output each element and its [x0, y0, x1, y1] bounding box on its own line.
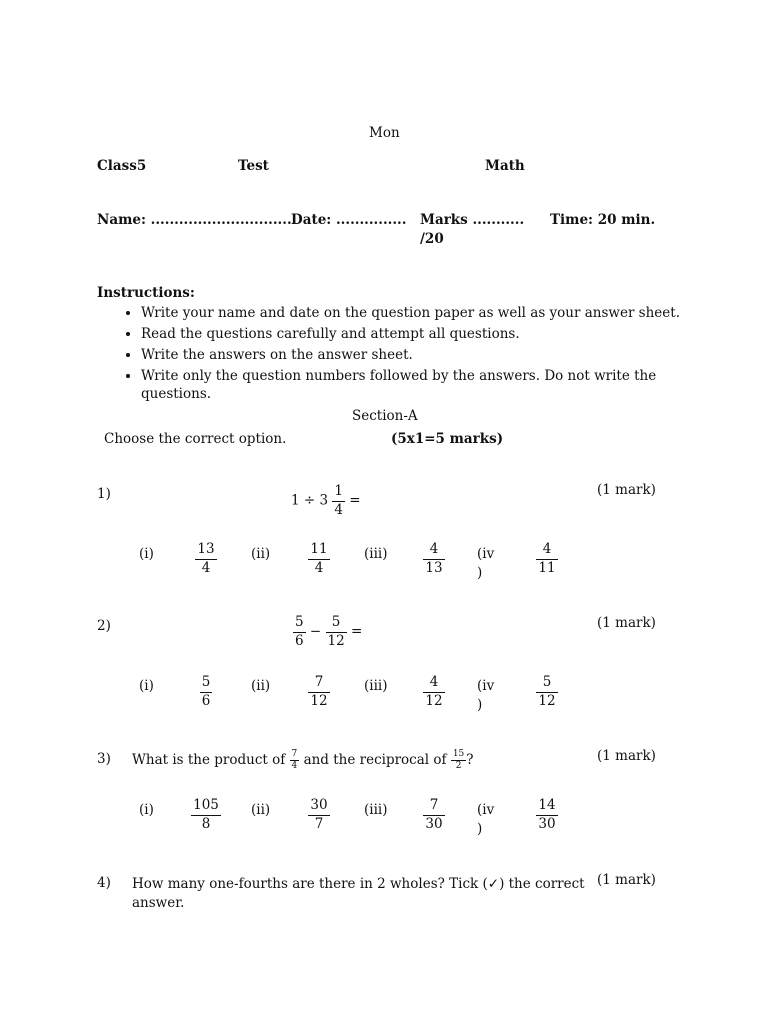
option-label: (ii) [251, 546, 271, 562]
option-fraction[interactable]: $\frac{4}{13}$ [425, 541, 443, 576]
question-text: What is the product of $\frac{7}{4}$ and the reciprocal of $\frac{15}{2}$ ? [132, 749, 474, 771]
instruction-item: • Write your name and date on the question paper as well as your answer sheet. [141, 304, 701, 322]
marks-field-label: Marks ........... [420, 212, 525, 228]
option-label: (ii) [251, 678, 271, 694]
instructions-list [97, 304, 701, 406]
option-label: (iii) [364, 802, 388, 818]
option-label: (iv [477, 546, 495, 562]
question-number: 3) [97, 751, 111, 767]
option-label: (i) [139, 802, 154, 818]
option-fraction[interactable]: $\frac{7}{30}$ [425, 797, 443, 832]
option-label: (i) [139, 546, 154, 562]
section-title: Section-A [352, 408, 418, 424]
instructions-title: Instructions: [97, 285, 195, 301]
option-label: (iv [477, 678, 495, 694]
option-fraction[interactable]: $\frac{30}{7}$ [310, 797, 328, 832]
option-fraction[interactable]: $\frac{5}{6}$ [201, 674, 211, 709]
question-text: answer. [132, 895, 185, 911]
marks-total: /20 [420, 231, 444, 247]
test-label: Test [238, 158, 269, 174]
option-label: (i) [139, 678, 154, 694]
option-fraction[interactable]: $\frac{4}{11}$ [538, 541, 556, 576]
option-label: ) [477, 821, 483, 837]
question-number: 4) [97, 875, 111, 891]
instruction-item: • Write only the question numbers followed by the answers. Do not write the questions. [141, 367, 701, 403]
option-label: (ii) [251, 802, 271, 818]
fraction: $\frac{5}{12}$ [327, 614, 345, 649]
question-expression: 1 ÷ 3 $\frac{1}{4}$ = [291, 483, 361, 518]
day-label: Mon [369, 125, 400, 141]
section-marks-note: (5x1=5 marks) [391, 431, 504, 447]
option-fraction[interactable]: $\frac{7}{12}$ [310, 674, 328, 709]
question-number: 1) [97, 486, 111, 502]
name-field-label: Name: ............................... [97, 212, 297, 228]
question-mark: (1 mark) [597, 748, 656, 764]
instruction-item: • Read the questions carefully and attempt all questions. [141, 325, 701, 343]
subject-label: Math [485, 158, 525, 174]
time-label: Time: 20 min. [550, 212, 656, 228]
question-number: 2) [97, 618, 111, 634]
section-direction: Choose the correct option. [104, 431, 287, 447]
question-mark: (1 mark) [597, 482, 656, 498]
fraction: $\frac{15}{2}$ [452, 749, 465, 771]
option-fraction[interactable]: $\frac{11}{4}$ [310, 541, 328, 576]
option-fraction[interactable]: $\frac{5}{12}$ [538, 674, 556, 709]
fraction: $\frac{5}{6}$ [295, 614, 304, 649]
option-label: ) [477, 565, 483, 581]
fraction: $\frac{1}{4}$ [334, 483, 343, 518]
class-label: Class5 [97, 158, 147, 174]
question-text: How many one-fourths are there in 2 wholes? Tick (✓) the correct [132, 876, 585, 892]
option-fraction[interactable]: $\frac{13}{4}$ [197, 541, 215, 576]
question-expression: $\frac{5}{6}$ − $\frac{5}{12}$ = [295, 614, 363, 649]
option-fraction[interactable]: $\frac{4}{12}$ [425, 674, 443, 709]
option-label: (iii) [364, 678, 388, 694]
option-fraction[interactable]: $\frac{105}{8}$ [193, 797, 219, 832]
fraction: $\frac{7}{4}$ [291, 749, 298, 771]
instruction-item: • Write the answers on the answer sheet. [141, 346, 701, 364]
question-mark: (1 mark) [597, 872, 656, 888]
option-label: (iii) [364, 546, 388, 562]
question-mark: (1 mark) [597, 615, 656, 631]
option-label: ) [477, 697, 483, 713]
option-label: (iv [477, 802, 495, 818]
date-field-label: Date: ............... [291, 212, 407, 228]
option-fraction[interactable]: $\frac{14}{30}$ [538, 797, 556, 832]
